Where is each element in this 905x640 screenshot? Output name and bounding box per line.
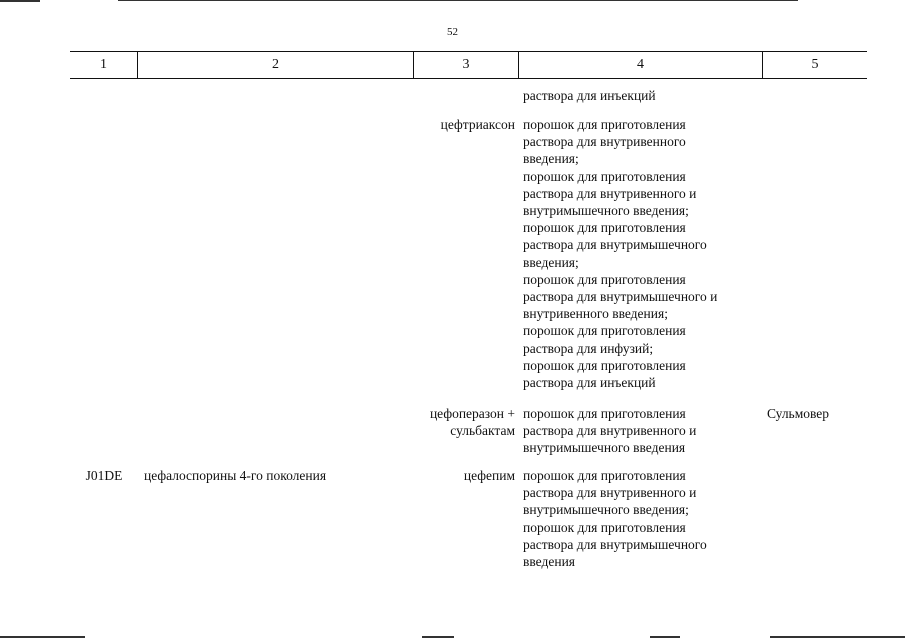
group-name: [138, 405, 414, 457]
table-row: [70, 116, 867, 391]
scan-edge-line: [770, 636, 905, 638]
scan-edge-line: [422, 636, 454, 638]
atc-code: J01DE: [85, 468, 123, 483]
page-number: 52: [447, 26, 458, 38]
atc-code: [70, 116, 138, 391]
brand-name: [763, 87, 867, 104]
substance-name: цефоперазон + сульбактам: [429, 406, 515, 439]
header-cell-2: 2: [138, 52, 414, 78]
dosage-forms: порошок для приготовления раствора для внутривенного и внутримышечного введения; порошок для приготовления раствора для внутримышечного введения: [523, 468, 707, 570]
dosage-forms: раствора для инъекций: [523, 88, 656, 103]
dosage-forms: порошок для приготовления раствора для внутривенного и внутримышечного введения: [523, 406, 697, 456]
table-row: [70, 87, 867, 104]
scan-edge-line: [0, 0, 40, 2]
substance-name: [414, 87, 519, 104]
brand-name: Сульмовер: [767, 406, 830, 421]
atc-code: [70, 405, 138, 457]
scan-edge-line: [650, 636, 680, 638]
header-cell-5: 5: [811, 57, 819, 72]
header-cell-3: 3: [414, 52, 519, 78]
table-row: [70, 467, 867, 570]
dosage-forms: порошок для приготовления раствора для внутривенного введения; порошок для приготовления раствора для внутривенного и внутримышечного введения; порошок для приготовления раствора для внутримышечного введения; порошок для приготовления раствора для внутримышечного и внутривенного введения; порошок для приготовления раствора для инфузий; порошок для приготовления раствора для инъекций: [523, 117, 718, 391]
table-header: [70, 51, 867, 79]
scan-edge-line: [118, 0, 798, 1]
substance-name: цефепим: [463, 468, 515, 483]
group-name: [138, 116, 414, 391]
table-row: [70, 405, 867, 457]
substance-name: цефтриаксон: [440, 117, 515, 132]
scan-edge-line: [0, 636, 85, 638]
header-cell-4: 4: [519, 52, 763, 78]
group-name: [138, 87, 414, 104]
header-cell-1: 1: [70, 52, 138, 78]
atc-code: [70, 87, 138, 104]
group-name: цефалоспорины 4-го поколения: [144, 468, 327, 483]
brand-name: [763, 467, 867, 570]
brand-name: [763, 116, 867, 391]
